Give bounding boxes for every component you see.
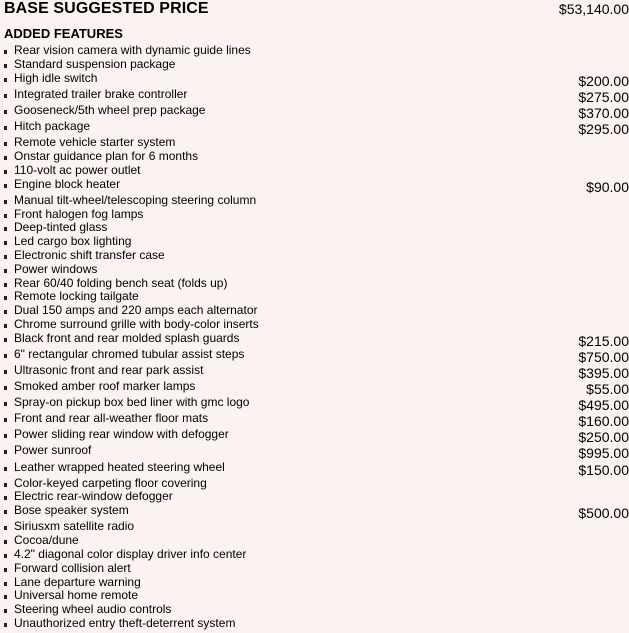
- feature-label: Power sunroof: [14, 443, 92, 457]
- bullet-icon: [4, 227, 7, 231]
- feature-label: 4.2" diagonal color display driver info center: [14, 547, 247, 561]
- feature-label: Power windows: [14, 262, 98, 276]
- feature-label: Deep-tinted glass: [14, 220, 108, 234]
- feature-row: [4, 364, 629, 380]
- feature-label: Gooseneck/5th wheel prep package: [14, 103, 206, 117]
- feature-label: Remote locking tailgate: [14, 289, 139, 303]
- feature-price: $750.00: [578, 349, 629, 365]
- feature-label: Steering wheel audio controls: [14, 602, 172, 616]
- feature-price: $295.00: [578, 121, 629, 137]
- feature-price: $275.00: [578, 89, 629, 105]
- bullet-icon: [4, 434, 7, 438]
- feature-label: Electric rear-window defogger: [14, 489, 173, 503]
- bullet-icon: [4, 483, 7, 487]
- bullet-icon: [4, 269, 7, 273]
- feature-row: [4, 396, 629, 412]
- bullet-icon: [4, 510, 7, 514]
- bullet-icon: [4, 595, 7, 599]
- feature-label: Engine block heater: [14, 177, 121, 191]
- bullet-icon: [4, 78, 7, 82]
- feature-label: Lane departure warning: [14, 575, 141, 589]
- bullet-icon: [4, 540, 7, 544]
- bullet-icon: [4, 526, 7, 530]
- bullet-icon: [4, 255, 7, 259]
- feature-label: Leather wrapped heated steering wheel: [14, 460, 225, 474]
- base-price-header: [4, 0, 629, 20]
- feature-price: $160.00: [578, 413, 629, 429]
- feature-label: Manual tilt-wheel/telescoping steering column: [14, 193, 257, 207]
- feature-label: Unauthorized entry theft-deterrent system: [14, 616, 236, 630]
- bullet-icon: [4, 609, 7, 613]
- feature-price: $150.00: [578, 462, 629, 478]
- feature-price: $55.00: [586, 381, 629, 397]
- feature-price: $200.00: [578, 73, 629, 89]
- feature-label: Universal home remote: [14, 588, 139, 602]
- bullet-icon: [4, 450, 7, 454]
- bullet-icon: [4, 170, 7, 174]
- feature-price: $215.00: [578, 333, 629, 349]
- bullet-icon: [4, 200, 7, 204]
- bullet-icon: [4, 386, 7, 390]
- feature-price: $495.00: [578, 397, 629, 413]
- bullet-icon: [4, 324, 7, 328]
- feature-label: 110-volt ac power outlet: [14, 163, 141, 177]
- feature-row: [4, 104, 629, 120]
- feature-label: Onstar guidance plan for 6 months: [14, 149, 199, 163]
- bullet-icon: [4, 142, 7, 146]
- bullet-icon: [4, 467, 7, 471]
- feature-price: $90.00: [586, 179, 629, 195]
- feature-row: [4, 461, 629, 477]
- feature-row: [4, 332, 629, 348]
- feature-row: [4, 88, 629, 104]
- feature-label: Integrated trailer brake controller: [14, 87, 188, 101]
- feature-label: Front and rear all-weather floor mats: [14, 411, 209, 425]
- feature-row: [4, 428, 629, 444]
- base-price-title: BASE SUGGESTED PRICE: [4, 0, 209, 17]
- feature-price: $500.00: [578, 505, 629, 521]
- feature-label: Rear 60/40 folding bench seat (folds up): [14, 276, 228, 290]
- feature-row: [4, 348, 629, 364]
- bullet-icon: [4, 156, 7, 160]
- feature-label: Cocoa/dune: [14, 533, 79, 547]
- feature-label: Chrome surround grille with body-color inserts: [14, 317, 259, 331]
- feature-label: Standard suspension package: [14, 57, 176, 71]
- feature-price: $370.00: [578, 105, 629, 121]
- base-price-value: $53,140.00: [558, 1, 629, 17]
- bullet-icon: [4, 184, 7, 188]
- bullet-icon: [4, 623, 7, 627]
- feature-row: [4, 178, 629, 194]
- bullet-icon: [4, 418, 7, 422]
- feature-label: 6" rectangular chromed tubular assist steps: [14, 347, 245, 361]
- feature-label: Ultrasonic front and rear park assist: [14, 363, 204, 377]
- feature-label: Forward collision alert: [14, 561, 131, 575]
- feature-price: $395.00: [578, 365, 629, 381]
- bullet-icon: [4, 283, 7, 287]
- bullet-icon: [4, 126, 7, 130]
- bullet-icon: [4, 354, 7, 358]
- feature-label: Black front and rear molded splash guards: [14, 331, 240, 345]
- feature-row: [4, 504, 629, 520]
- bullet-icon: [4, 568, 7, 572]
- bullet-icon: [4, 94, 7, 98]
- bullet-icon: [4, 296, 7, 300]
- feature-row: [4, 617, 629, 633]
- feature-label: Hitch package: [14, 119, 91, 133]
- bullet-icon: [4, 214, 7, 218]
- feature-label: Rear vision camera with dynamic guide lines: [14, 43, 251, 57]
- feature-label: High idle switch: [14, 71, 98, 85]
- feature-price: $250.00: [578, 429, 629, 445]
- feature-label: Siriusxm satellite radio: [14, 519, 135, 533]
- bullet-icon: [4, 310, 7, 314]
- bullet-icon: [4, 370, 7, 374]
- feature-label: Spray-on pickup box bed liner with gmc logo: [14, 395, 250, 409]
- bullet-icon: [4, 64, 7, 68]
- bullet-icon: [4, 110, 7, 114]
- bullet-icon: [4, 554, 7, 558]
- bullet-icon: [4, 496, 7, 500]
- feature-label: Led cargo box lighting: [14, 234, 132, 248]
- feature-label: Remote vehicle starter system: [14, 135, 176, 149]
- bullet-icon: [4, 402, 7, 406]
- feature-row: [4, 120, 629, 136]
- bullet-icon: [4, 241, 7, 245]
- feature-label: Front halogen fog lamps: [14, 207, 144, 221]
- feature-row: [4, 412, 629, 428]
- feature-label: Electronic shift transfer case: [14, 248, 165, 262]
- feature-row: [4, 380, 629, 396]
- added-features-title: ADDED FEATURES: [4, 26, 123, 41]
- bullet-icon: [4, 582, 7, 586]
- feature-label: Dual 150 amps and 220 amps each alternator: [14, 303, 258, 317]
- feature-label: Color-keyed carpeting floor covering: [14, 476, 207, 490]
- bullet-icon: [4, 338, 7, 342]
- feature-row: [4, 444, 629, 460]
- feature-label: Smoked amber roof marker lamps: [14, 379, 196, 393]
- feature-label: Bose speaker system: [14, 503, 129, 517]
- feature-label: Power sliding rear window with defogger: [14, 427, 229, 441]
- bullet-icon: [4, 50, 7, 54]
- feature-price: $995.00: [578, 445, 629, 461]
- feature-row: [4, 72, 629, 88]
